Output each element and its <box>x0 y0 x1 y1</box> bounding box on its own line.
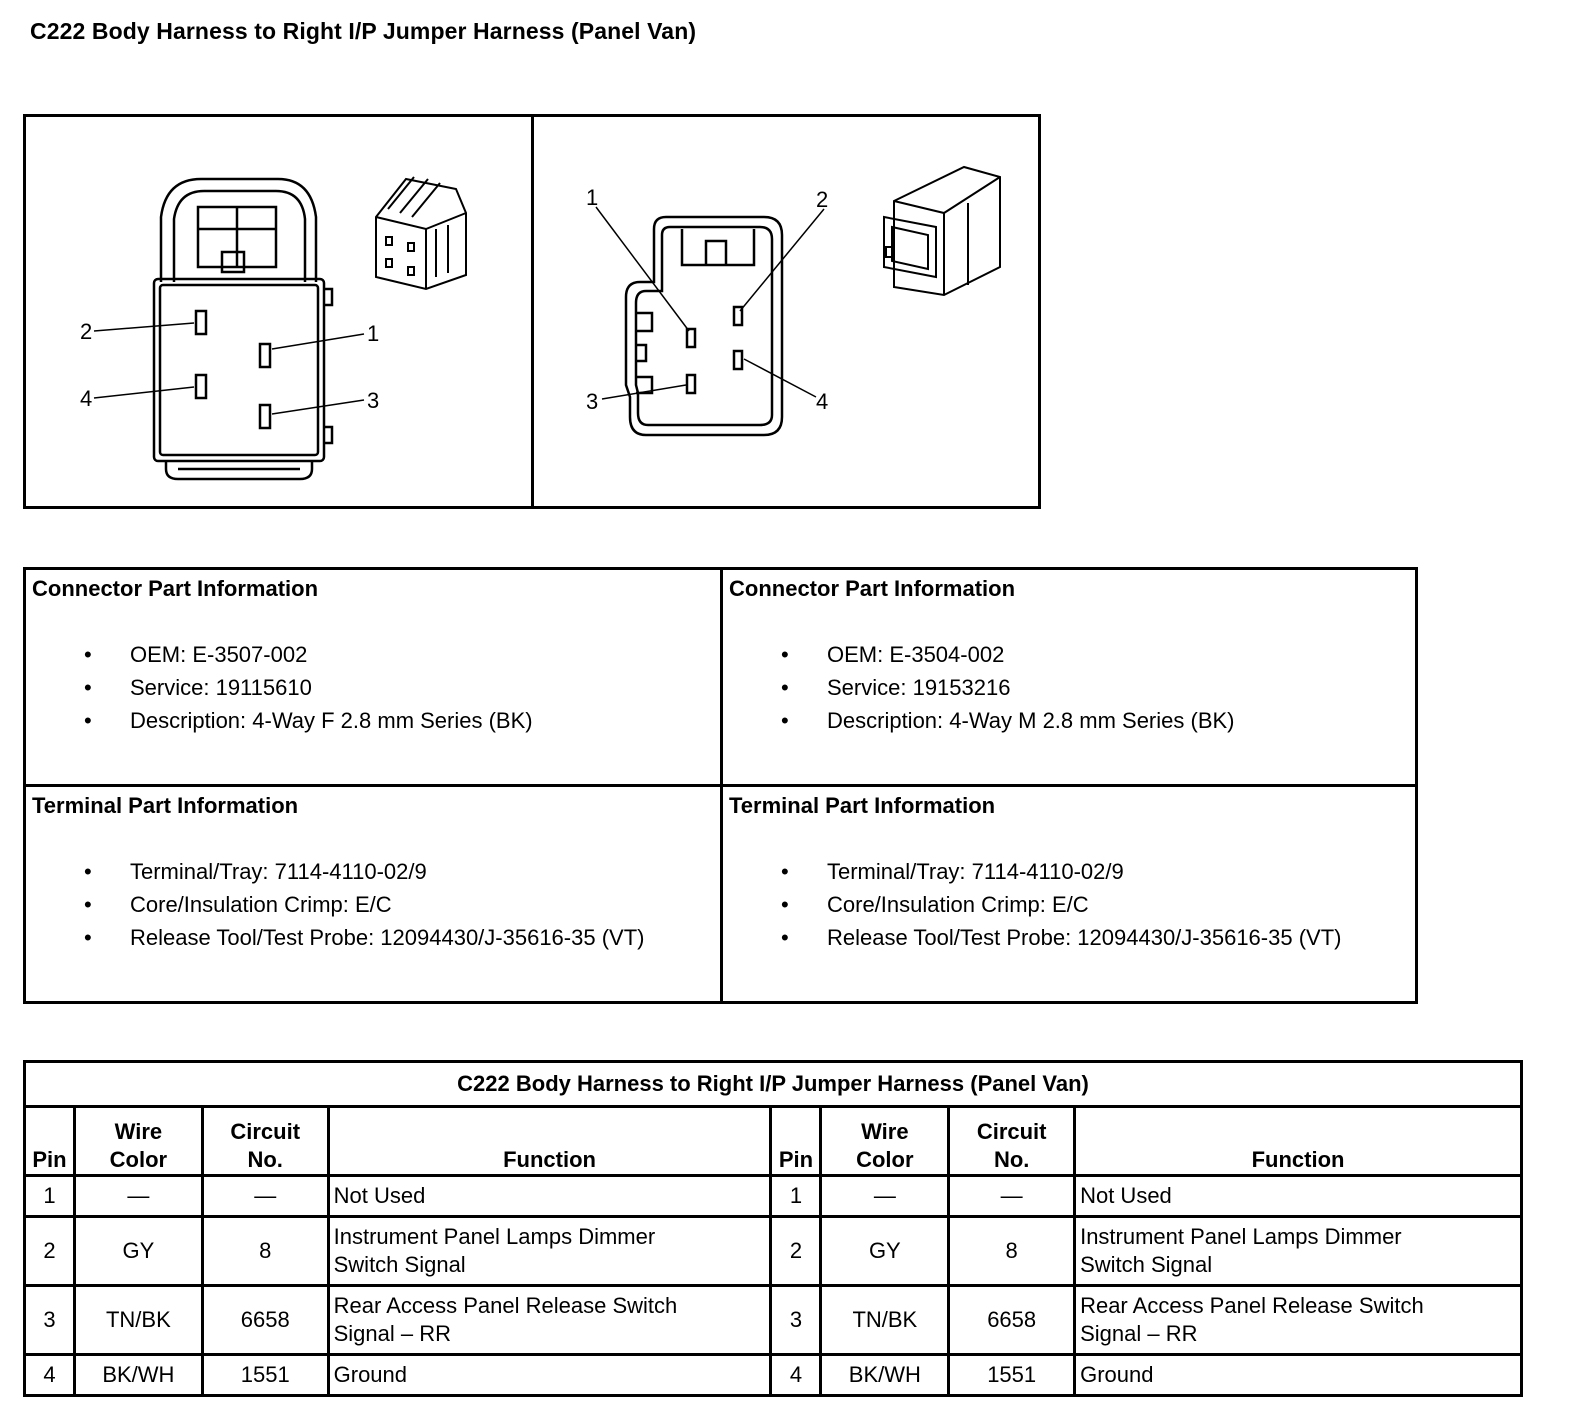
list-item: • OEM: E-3504-002 <box>729 638 1409 671</box>
circuit-cell: 1551 <box>202 1355 328 1396</box>
right-pin-label-4: 4 <box>816 389 829 414</box>
male-connector-isometric <box>884 167 1000 295</box>
wire-color-cell: TN/BK <box>74 1286 202 1355</box>
circuit-cell: 6658 <box>949 1286 1075 1355</box>
bullet-icon: • <box>84 892 92 917</box>
bullet-icon: • <box>781 892 789 917</box>
list-item: • Description: 4-Way M 2.8 mm Series (BK) <box>729 704 1409 737</box>
right-terminal-4 <box>734 351 742 369</box>
table-row <box>25 1176 1522 1217</box>
female-connector-isometric <box>376 177 466 289</box>
bullet-icon: • <box>84 675 92 700</box>
bullet-icon: • <box>781 642 789 667</box>
wire-color-cell: GY <box>74 1217 202 1286</box>
circuit-cell: 8 <box>202 1217 328 1286</box>
wire-color-cell: BK/WH <box>821 1355 949 1396</box>
pin-cell: 3 <box>771 1286 821 1355</box>
section-heading: Terminal Part Information <box>729 793 996 818</box>
header-function: Function <box>1075 1107 1522 1176</box>
left-terminal-3 <box>260 405 270 428</box>
header-circuit: Circuit No. <box>202 1107 328 1176</box>
left-pin-label-1: 1 <box>367 321 380 346</box>
left-terminal-2 <box>196 311 206 334</box>
table-caption: C222 Body Harness to Right I/P Jumper Harness (Panel Van) <box>25 1062 1522 1107</box>
bullet-icon: • <box>781 708 789 733</box>
list-item: • Core/Insulation Crimp: E/C <box>729 888 1409 921</box>
bullet-icon: • <box>84 925 92 950</box>
pin-cell: 3 <box>25 1286 75 1355</box>
function-cell: Ground <box>1075 1355 1522 1396</box>
function-cell: Not Used <box>328 1176 771 1217</box>
table-header-row <box>25 1107 1522 1176</box>
circuit-cell: 1551 <box>949 1355 1075 1396</box>
list-item: • OEM: E-3507-002 <box>32 638 714 671</box>
left-pin-label-2: 2 <box>80 319 93 344</box>
function-cell: Rear Access Panel Release Switch Signal – RR <box>1075 1286 1522 1355</box>
left-connector-info <box>26 570 720 784</box>
parts-information-grid <box>23 567 1418 1004</box>
list-item: • Core/Insulation Crimp: E/C <box>32 888 714 921</box>
pin-cell: 1 <box>771 1176 821 1217</box>
left-terminal-4 <box>196 375 206 398</box>
left-pin-label-4: 4 <box>80 386 93 411</box>
right-terminal-1 <box>687 329 695 347</box>
pin-cell: 1 <box>25 1176 75 1217</box>
function-cell: Instrument Panel Lamps Dimmer Switch Signal <box>328 1217 771 1286</box>
left-terminal-info <box>26 787 720 1001</box>
right-connector-info <box>723 570 1415 784</box>
pin-cell: 2 <box>25 1217 75 1286</box>
header-wire-color: Wire Color <box>821 1107 949 1176</box>
wire-color-cell: TN/BK <box>821 1286 949 1355</box>
bullet-icon: • <box>781 925 789 950</box>
bullet-icon: • <box>84 708 92 733</box>
function-cell: Instrument Panel Lamps Dimmer Switch Signal <box>1075 1217 1522 1286</box>
function-cell: Rear Access Panel Release Switch Signal – RR <box>328 1286 771 1355</box>
bullet-icon: • <box>84 642 92 667</box>
male-connector-face-view <box>534 117 1039 506</box>
header-pin: Pin <box>771 1107 821 1176</box>
circuit-cell: — <box>202 1176 328 1217</box>
list-item: • Terminal/Tray: 7114-4110-02/9 <box>729 855 1409 888</box>
bullet-icon: • <box>781 675 789 700</box>
header-wire-color: Wire Color <box>74 1107 202 1176</box>
page-title: C222 Body Harness to Right I/P Jumper Harness (Panel Van) <box>30 18 697 44</box>
wire-color-cell: — <box>821 1176 949 1217</box>
header-circuit: Circuit No. <box>949 1107 1075 1176</box>
left-terminal-1 <box>260 344 270 367</box>
circuit-cell: 6658 <box>202 1286 328 1355</box>
list-item: • Description: 4-Way F 2.8 mm Series (BK) <box>32 704 714 737</box>
list-item: • Service: 19115610 <box>32 671 714 704</box>
right-pin-label-1: 1 <box>586 185 599 210</box>
section-heading: Terminal Part Information <box>32 793 299 818</box>
female-connector-face-view <box>26 117 531 506</box>
right-pin-label-2: 2 <box>816 187 829 212</box>
left-pin-label-3: 3 <box>367 388 380 413</box>
section-heading: Connector Part Information <box>32 576 319 601</box>
table-row <box>25 1217 1522 1286</box>
bullet-icon: • <box>781 859 789 884</box>
table-row <box>25 1355 1522 1396</box>
circuit-cell: — <box>949 1176 1075 1217</box>
function-cell: Not Used <box>1075 1176 1522 1217</box>
list-item: • Service: 19153216 <box>729 671 1409 704</box>
table-row <box>25 1286 1522 1355</box>
pin-cell: 2 <box>771 1217 821 1286</box>
section-heading: Connector Part Information <box>729 576 1016 601</box>
header-function: Function <box>328 1107 771 1176</box>
pin-cell: 4 <box>25 1355 75 1396</box>
wire-color-cell: — <box>74 1176 202 1217</box>
wire-color-cell: GY <box>821 1217 949 1286</box>
pinout-table <box>23 1060 1523 1397</box>
list-item: • Release Tool/Test Probe: 12094430/J-35616-35 (VT) <box>729 921 1409 954</box>
circuit-cell: 8 <box>949 1217 1075 1286</box>
wire-color-cell: BK/WH <box>74 1355 202 1396</box>
list-item: • Terminal/Tray: 7114-4110-02/9 <box>32 855 714 888</box>
right-terminal-3 <box>687 375 695 393</box>
right-pin-label-3: 3 <box>586 389 599 414</box>
connector-diagram <box>23 114 1041 509</box>
pin-cell: 4 <box>771 1355 821 1396</box>
bullet-icon: • <box>84 859 92 884</box>
right-terminal-info <box>723 787 1415 1001</box>
function-cell: Ground <box>328 1355 771 1396</box>
header-pin: Pin <box>25 1107 75 1176</box>
list-item: • Release Tool/Test Probe: 12094430/J-35616-35 (VT) <box>32 921 714 954</box>
